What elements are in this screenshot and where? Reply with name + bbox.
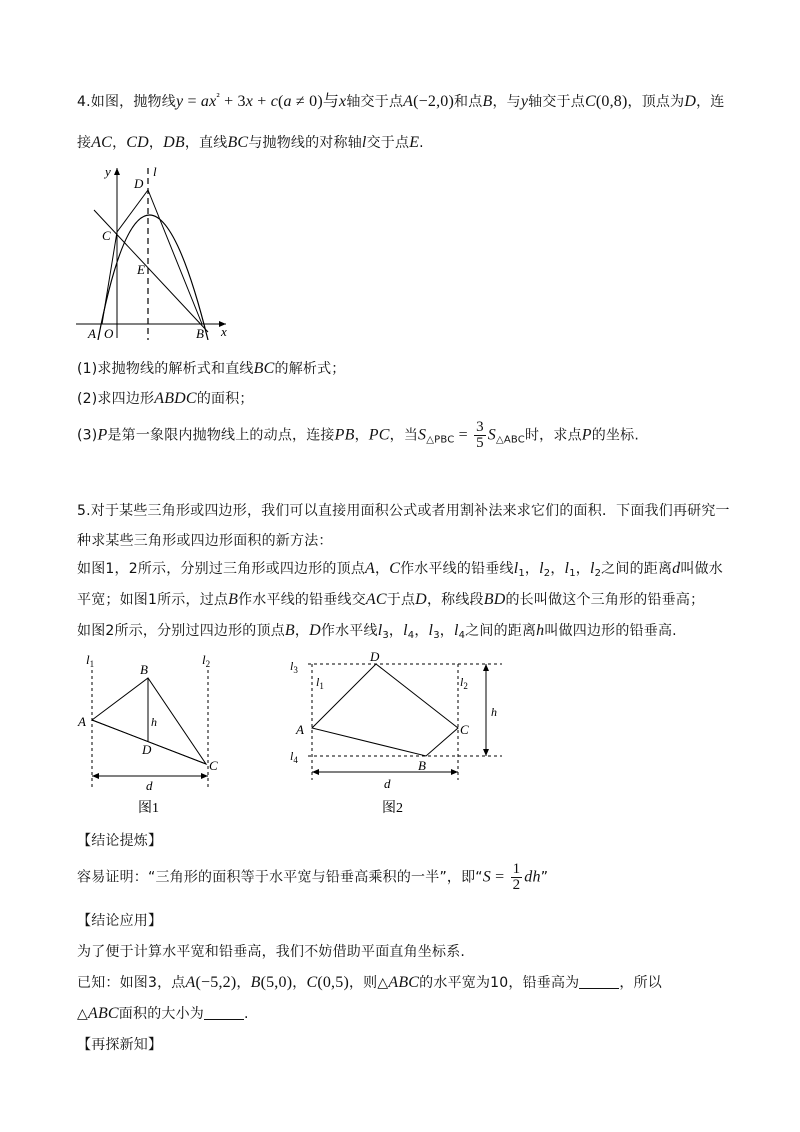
fig2-label-a: A <box>296 722 304 737</box>
q5-line-2: 种求某些三角形或四边形面积的新方法： <box>77 533 333 549</box>
fig2-label-l1: $l_1$ <box>316 675 324 691</box>
q5-line-5: 如图2所示，分别过四边形的顶点B，D作水平线$l_3$，$l_4$，$l_3$，$l_4$之间的距离h叫做四边形的铅垂高. <box>77 622 677 641</box>
segment-ac <box>102 232 117 324</box>
fig1-label-l1: $l_1$ <box>86 652 95 669</box>
fig1-label-a: A <box>78 714 86 729</box>
label-o: O <box>104 326 114 340</box>
label-d: D <box>134 176 144 191</box>
segment-db <box>148 190 202 324</box>
fig2-label-h: h <box>491 705 497 719</box>
label-x: x <box>221 324 227 339</box>
application-line-3: △ABC面积的大小为 . <box>77 1005 249 1022</box>
q4-sub-2: (2)求四边形ABDC的面积； <box>77 390 254 407</box>
q4-sub-1: (1)求抛物线的解析式和直线BC的解析式； <box>77 360 346 377</box>
answer-blank-area[interactable] <box>204 1007 244 1020</box>
q5-line-3: 如图1，2所示，分别过三角形或四边形的顶点A，C作水平线的铅垂线$l_1$，$l_2$，$l_1$，$l_2$之间的距离d叫做水 <box>77 560 723 579</box>
heading-explore: 【再探新知】 <box>77 1037 163 1053</box>
fig1-label-d-point: D <box>142 742 152 757</box>
fig1-arrow-right-icon <box>201 773 208 779</box>
fig1-label-c: C <box>209 758 218 773</box>
fraction-3-5: $\frac{3}{5}$ <box>476 419 484 451</box>
fraction-1-2: $\frac{1}{2}$ <box>512 861 521 893</box>
parabola-curve <box>98 215 208 340</box>
fig2-arrow-up-icon <box>483 664 489 671</box>
fig2-label-d-point: D <box>370 649 380 664</box>
heading-application: 【结论应用】 <box>77 913 163 929</box>
application-line-2: 已知：如图3，点A(−5,2)，B(5,0)，C(0,5)，则△ABC的水平宽为10，铅垂高为 ，所以 <box>77 974 662 991</box>
fig2-label-l2: $l_2$ <box>460 675 468 691</box>
label-c: C <box>102 228 111 243</box>
segment-cd <box>117 190 148 232</box>
fig1-arrow-left-icon <box>92 773 99 779</box>
label-y: y <box>105 164 111 179</box>
fig2-label-b: B <box>418 758 426 773</box>
fig2-label-l3: $l_3$ <box>290 659 298 675</box>
fig2-label-c: C <box>460 722 469 737</box>
label-b: B <box>196 326 204 340</box>
fig1-label-l2: $l_2$ <box>202 652 211 669</box>
fig1-label-d-width: d <box>146 778 153 793</box>
q4-sub-3: (3)P是第一象限内抛物线上的动点，连接PB，PC，当$S_{\triangle PBC}$ = $\frac{3}{5}$ $S_{\triangle ABC}$时，求点P的坐标. <box>77 419 640 451</box>
figure-1 <box>76 648 236 818</box>
fig2-quadrilateral <box>312 664 458 756</box>
heading-conclusion: 【结论提炼】 <box>77 833 163 849</box>
q5-line-4: 平宽；如图1所示，过点B作水平线的铅垂线交AC于点D，称线段BD的长叫做这个三角形的铅垂高； <box>77 591 705 608</box>
answer-blank-height[interactable] <box>579 976 619 989</box>
q4-line-1: 4.如图，抛物线$y = ax^{^2} + 3x + c(a \ne 0)$与x轴交于点A(−2,0)和点B，与y轴交于点C(0,8)，顶点为D，连 <box>77 91 725 110</box>
fig2-arrow-down-icon <box>483 749 489 756</box>
q5-line-1: 5.对于某些三角形或四边形，我们可以直接用面积公式或者用割补法来求它们的面积．下面我们再研究一 <box>77 503 730 519</box>
fig2-label-l4: $l_4$ <box>290 749 298 765</box>
y-axis-arrow-icon <box>114 168 120 175</box>
label-e: E <box>137 262 145 277</box>
label-a: A <box>88 326 96 340</box>
fig1-label-b: B <box>140 662 148 677</box>
figure-2 <box>284 648 514 818</box>
application-line-1: 为了便于计算水平宽和铅垂高，我们不妨借助平面直角坐标系. <box>77 944 466 960</box>
q4-parabola-figure <box>76 160 236 340</box>
conclusion-text: 容易证明：“三角形的面积等于水平宽与铅垂高乘积的一半”，即“S = $\frac{1}{2}$ dh” <box>77 861 549 893</box>
fig2-caption: 图2 <box>382 801 403 816</box>
label-l: l <box>153 164 157 179</box>
fig2-arrow-left-icon <box>312 769 319 775</box>
fig1-caption: 图1 <box>138 801 159 816</box>
fig1-label-h: h <box>151 715 157 729</box>
fig2-label-d-width: d <box>384 776 391 791</box>
q4-line-2: 接AC，CD，DB，直线BC与抛物线的对称轴l交于点E. <box>77 134 424 151</box>
fig2-arrow-right-icon <box>451 769 458 775</box>
